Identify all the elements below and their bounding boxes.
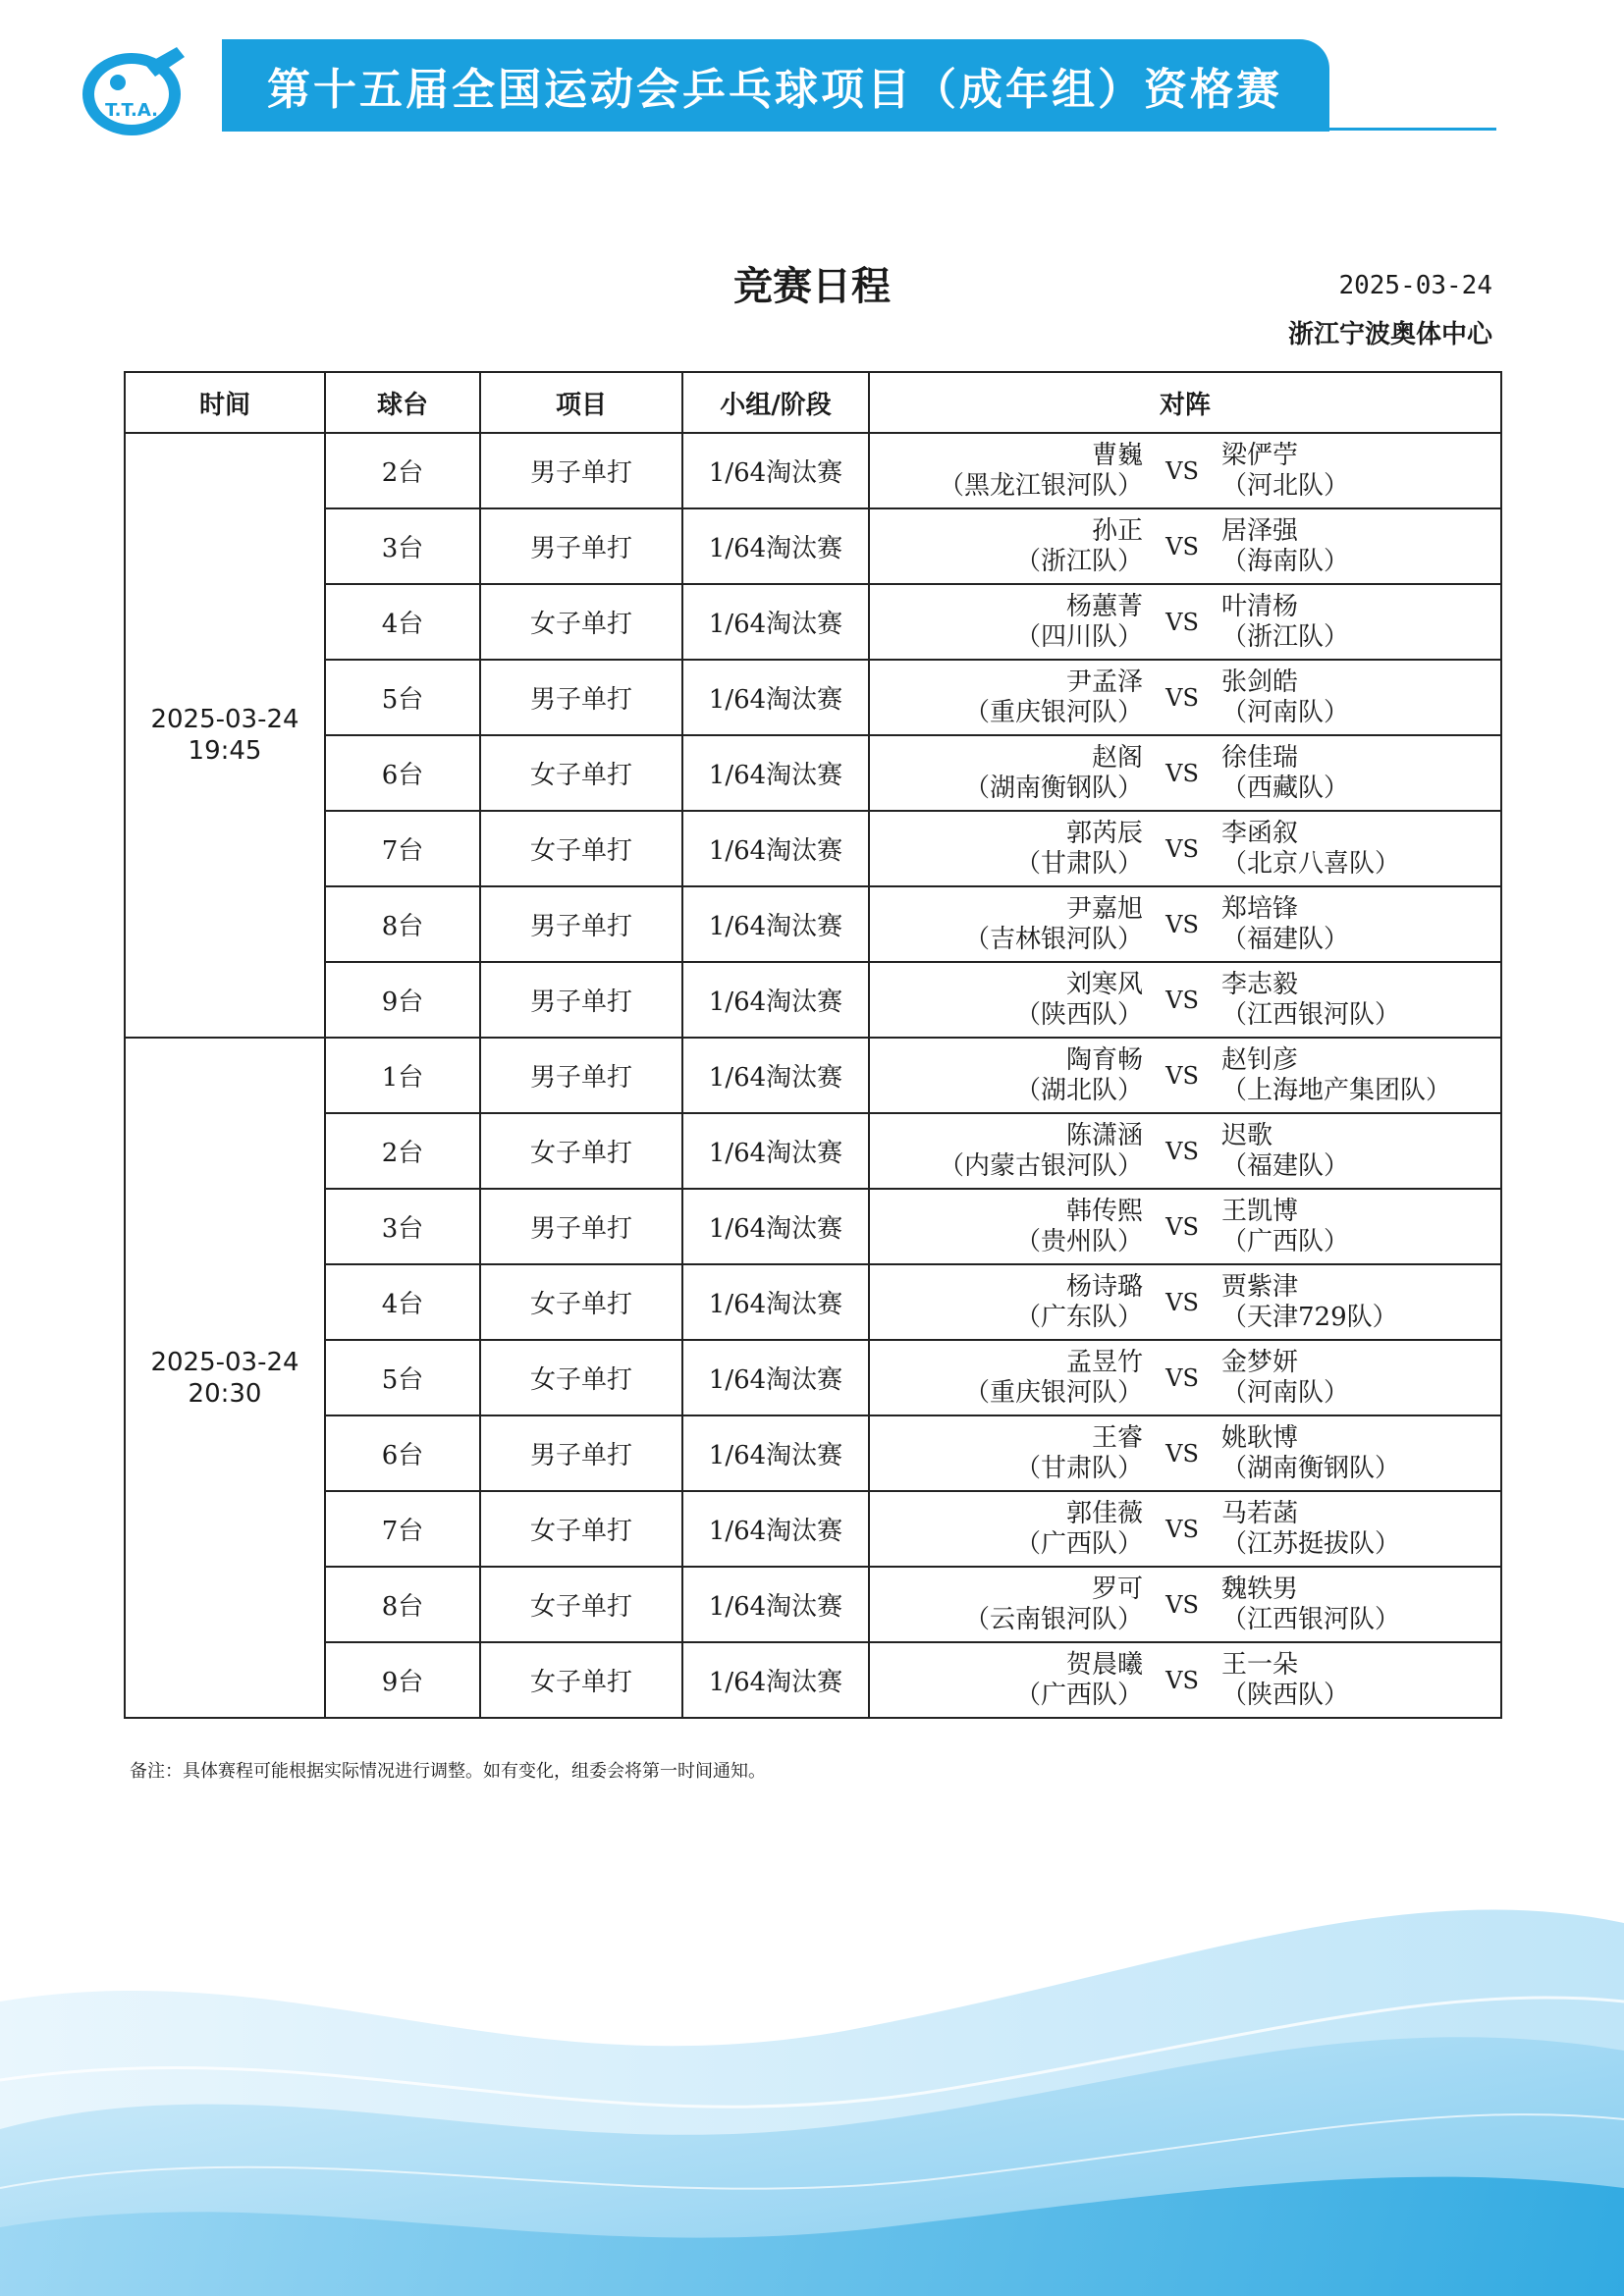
table-row — [125, 962, 1501, 1038]
player-a — [870, 1348, 1143, 1409]
player-a-team: （内蒙古银河队） — [938, 1150, 1143, 1181]
event-cell: 男子单打 — [480, 962, 682, 1038]
event-cell: 女子单打 — [480, 584, 682, 660]
player-a-name: 曹巍 — [1091, 440, 1143, 470]
stage-cell: 1/64淘汰赛 — [682, 1189, 869, 1264]
player-a-team: （湖南衡钢队） — [963, 773, 1143, 803]
matchup-cell — [869, 811, 1501, 886]
block-date: 2025-03-24 — [150, 705, 299, 734]
logo-text: T.T.A. — [105, 100, 158, 121]
player-a-team: （贵州队） — [1014, 1226, 1143, 1256]
table-number-cell: 9台 — [325, 1642, 480, 1718]
schedule-table — [124, 371, 1502, 1719]
banner-title: 第十五届全国运动会乒乓球项目（成年组）资格赛 — [267, 65, 1282, 115]
player-a-team: （甘肃队） — [1014, 1453, 1143, 1483]
header-matchup: 对阵 — [869, 372, 1501, 433]
player-b — [1221, 819, 1500, 880]
player-a — [870, 1197, 1143, 1257]
player-a-team: （吉林银河队） — [963, 924, 1143, 954]
vs-label: VS — [1165, 986, 1199, 1014]
player-b — [1221, 667, 1500, 728]
table-number-cell: 6台 — [325, 1415, 480, 1491]
stage-cell: 1/64淘汰赛 — [682, 660, 869, 735]
player-b — [1221, 516, 1500, 577]
player-b-name: 魏轶男 — [1221, 1574, 1299, 1604]
event-cell: 女子单打 — [480, 1113, 682, 1189]
player-b-name: 李志毅 — [1221, 969, 1299, 999]
vs-label: VS — [1165, 1363, 1199, 1392]
player-b-team: （福建队） — [1221, 1150, 1350, 1181]
matchup-cell — [869, 1340, 1501, 1415]
matchup-cell — [869, 1642, 1501, 1718]
table-row — [125, 660, 1501, 735]
table-row — [125, 1491, 1501, 1567]
stage-cell: 1/64淘汰赛 — [682, 1113, 869, 1189]
player-a-name: 杨诗璐 — [1065, 1271, 1143, 1302]
player-b-name: 梁俨苧 — [1221, 440, 1299, 470]
player-b-name: 张剑皓 — [1221, 667, 1299, 697]
event-cell: 女子单打 — [480, 811, 682, 886]
event-cell: 男子单打 — [480, 508, 682, 584]
table-number-cell: 3台 — [325, 508, 480, 584]
player-a — [870, 1423, 1143, 1484]
header-event: 项目 — [480, 372, 682, 433]
player-a-team: （湖北队） — [1014, 1075, 1143, 1105]
table-row — [125, 1567, 1501, 1642]
player-b-name: 金梦妍 — [1221, 1347, 1299, 1377]
event-cell: 女子单打 — [480, 1642, 682, 1718]
table-number-cell: 4台 — [325, 1264, 480, 1340]
player-b-team: （河南队） — [1221, 697, 1350, 727]
player-a — [870, 516, 1143, 577]
table-number-cell: 8台 — [325, 886, 480, 962]
player-b-name: 赵钊彦 — [1221, 1044, 1299, 1075]
event-cell: 女子单打 — [480, 1567, 682, 1642]
player-b-team: （北京八喜队） — [1221, 848, 1401, 879]
event-cell: 女子单打 — [480, 1340, 682, 1415]
vs-label: VS — [1165, 910, 1199, 938]
stage-cell: 1/64淘汰赛 — [682, 1038, 869, 1113]
player-a — [870, 743, 1143, 804]
player-a — [870, 894, 1143, 955]
matchup-cell — [869, 433, 1501, 508]
event-cell: 女子单打 — [480, 735, 682, 811]
vs-label: VS — [1165, 532, 1199, 561]
stage-cell: 1/64淘汰赛 — [682, 886, 869, 962]
player-a-name: 郭芮辰 — [1065, 818, 1143, 848]
player-a-name: 杨蕙菁 — [1065, 591, 1143, 621]
player-b-team: （河南队） — [1221, 1377, 1350, 1408]
vs-label: VS — [1165, 456, 1199, 485]
title-banner — [222, 39, 1329, 132]
player-b — [1221, 1575, 1500, 1635]
stage-cell: 1/64淘汰赛 — [682, 1491, 869, 1567]
vs-label: VS — [1165, 608, 1199, 636]
event-cell: 男子单打 — [480, 1038, 682, 1113]
matchup-cell — [869, 1491, 1501, 1567]
matchup-cell — [869, 886, 1501, 962]
player-b-team: （江西银河队） — [1221, 1604, 1401, 1634]
player-a-name: 陈潇涵 — [1065, 1120, 1143, 1150]
table-number-cell: 8台 — [325, 1567, 480, 1642]
banner-rule — [222, 128, 1496, 131]
vs-label: VS — [1165, 1666, 1199, 1694]
table-number-cell: 7台 — [325, 1491, 480, 1567]
player-a — [870, 667, 1143, 728]
player-b — [1221, 1272, 1500, 1333]
player-a-name: 孟昱竹 — [1065, 1347, 1143, 1377]
player-a — [870, 970, 1143, 1031]
stage-cell: 1/64淘汰赛 — [682, 1415, 869, 1491]
table-row — [125, 1038, 1501, 1113]
event-cell: 女子单打 — [480, 1491, 682, 1567]
matchup-cell — [869, 1567, 1501, 1642]
player-b-name: 贾紫津 — [1221, 1271, 1299, 1302]
player-a — [870, 592, 1143, 653]
block-time: 19:45 — [188, 736, 262, 766]
player-b — [1221, 1423, 1500, 1484]
table-number-cell: 7台 — [325, 811, 480, 886]
player-b-team: （广西队） — [1221, 1226, 1350, 1256]
header-time: 时间 — [125, 372, 325, 433]
matchup-cell — [869, 1038, 1501, 1113]
table-row — [125, 1113, 1501, 1189]
player-b-team: （上海地产集团队） — [1221, 1075, 1452, 1105]
table-number-cell: 4台 — [325, 584, 480, 660]
player-a-name: 王睿 — [1091, 1422, 1143, 1453]
player-b-team: （西藏队） — [1221, 773, 1350, 803]
stage-cell: 1/64淘汰赛 — [682, 811, 869, 886]
player-b-name: 徐佳瑞 — [1221, 742, 1299, 773]
vs-label: VS — [1165, 683, 1199, 712]
player-b — [1221, 1348, 1500, 1409]
stage-cell: 1/64淘汰赛 — [682, 508, 869, 584]
player-a-team: （广西队） — [1014, 1528, 1143, 1559]
block-time: 20:30 — [188, 1378, 262, 1409]
time-cell — [125, 1038, 325, 1718]
event-cell: 男子单打 — [480, 886, 682, 962]
player-b-team: （浙江队） — [1221, 621, 1350, 652]
player-a-name: 郭佳薇 — [1065, 1498, 1143, 1528]
player-a — [870, 1650, 1143, 1711]
footnote: 备注：具体赛程可能根据实际情况进行调整。如有变化，组委会将第一时间通知。 — [130, 1761, 766, 1782]
table-number-cell: 1台 — [325, 1038, 480, 1113]
player-a — [870, 819, 1143, 880]
matchup-cell — [869, 1113, 1501, 1189]
block-date: 2025-03-24 — [150, 1347, 299, 1377]
player-b — [1221, 970, 1500, 1031]
table-row — [125, 508, 1501, 584]
player-a-team: （云南银河队） — [963, 1604, 1143, 1634]
player-a-name: 贺晨曦 — [1065, 1649, 1143, 1680]
tta-logo — [79, 43, 189, 139]
player-b-name: 迟歌 — [1221, 1120, 1273, 1150]
player-a-name: 尹孟泽 — [1065, 667, 1143, 697]
header-table: 球台 — [325, 372, 480, 433]
header-stage: 小组/阶段 — [682, 372, 869, 433]
player-b — [1221, 1197, 1500, 1257]
vs-label: VS — [1165, 1515, 1199, 1543]
player-a-name: 尹嘉旭 — [1065, 893, 1143, 924]
vs-label: VS — [1165, 1439, 1199, 1468]
table-row — [125, 1415, 1501, 1491]
player-b-name: 居泽强 — [1221, 515, 1299, 546]
player-a-name: 陶育畅 — [1065, 1044, 1143, 1075]
table-number-cell: 2台 — [325, 433, 480, 508]
player-a — [870, 441, 1143, 502]
table-header-row — [125, 372, 1501, 433]
vs-label: VS — [1165, 1288, 1199, 1316]
player-b — [1221, 743, 1500, 804]
vs-label: VS — [1165, 1590, 1199, 1619]
player-a-team: （四川队） — [1014, 621, 1143, 652]
stage-cell: 1/64淘汰赛 — [682, 584, 869, 660]
table-row — [125, 584, 1501, 660]
player-a-team: （陕西队） — [1014, 999, 1143, 1030]
player-b-team: （海南队） — [1221, 546, 1350, 576]
player-a — [870, 1045, 1143, 1106]
stage-cell: 1/64淘汰赛 — [682, 1567, 869, 1642]
table-row — [125, 1340, 1501, 1415]
player-b-team: （天津729队） — [1221, 1302, 1398, 1332]
stage-cell: 1/64淘汰赛 — [682, 1264, 869, 1340]
document-venue: 浙江宁波奥体中心 — [1287, 320, 1492, 349]
player-b — [1221, 441, 1500, 502]
player-a-team: （重庆银河队） — [963, 1377, 1143, 1408]
matchup-cell — [869, 962, 1501, 1038]
table-row — [125, 1642, 1501, 1718]
player-b-name: 姚耿博 — [1221, 1422, 1299, 1453]
table-number-cell: 5台 — [325, 660, 480, 735]
matchup-cell — [869, 735, 1501, 811]
player-a-name: 罗可 — [1091, 1574, 1143, 1604]
matchup-cell — [869, 508, 1501, 584]
player-a-name: 韩传熙 — [1065, 1196, 1143, 1226]
stage-cell: 1/64淘汰赛 — [682, 735, 869, 811]
player-b-team: （河北队） — [1221, 470, 1350, 501]
player-a — [870, 1272, 1143, 1333]
player-b-team: （湖南衡钢队） — [1221, 1453, 1401, 1483]
document-date: 2025-03-24 — [1338, 271, 1492, 300]
player-b-team: （江西银河队） — [1221, 999, 1401, 1030]
vs-label: VS — [1165, 1061, 1199, 1090]
table-number-cell: 6台 — [325, 735, 480, 811]
stage-cell: 1/64淘汰赛 — [682, 433, 869, 508]
time-cell — [125, 433, 325, 1038]
player-b-team: （福建队） — [1221, 924, 1350, 954]
matchup-cell — [869, 1415, 1501, 1491]
table-row — [125, 433, 1501, 508]
table-row — [125, 735, 1501, 811]
table-row — [125, 1264, 1501, 1340]
player-b — [1221, 1045, 1500, 1106]
player-b-name: 叶清杨 — [1221, 591, 1299, 621]
matchup-cell — [869, 584, 1501, 660]
player-a-team: （广东队） — [1014, 1302, 1143, 1332]
table-number-cell: 5台 — [325, 1340, 480, 1415]
player-b-team: （江苏挺拔队） — [1221, 1528, 1401, 1559]
event-cell: 男子单打 — [480, 1415, 682, 1491]
player-b-name: 王一朵 — [1221, 1649, 1299, 1680]
player-b-name: 王凯博 — [1221, 1196, 1299, 1226]
event-cell: 男子单打 — [480, 1189, 682, 1264]
player-b — [1221, 1650, 1500, 1711]
table-row — [125, 1189, 1501, 1264]
player-a-name: 孙正 — [1091, 515, 1143, 546]
decorative-waves — [0, 1835, 1624, 2296]
table-row — [125, 886, 1501, 962]
vs-label: VS — [1165, 1137, 1199, 1165]
stage-cell: 1/64淘汰赛 — [682, 962, 869, 1038]
player-b-name: 马若菡 — [1221, 1498, 1299, 1528]
event-cell: 男子单打 — [480, 660, 682, 735]
player-a-team: （甘肃队） — [1014, 848, 1143, 879]
player-b — [1221, 592, 1500, 653]
vs-label: VS — [1165, 834, 1199, 863]
player-a — [870, 1575, 1143, 1635]
document-title: 竞赛日程 — [733, 264, 891, 309]
player-a-team: （广西队） — [1014, 1680, 1143, 1710]
player-b — [1221, 894, 1500, 955]
player-b-name: 李函叙 — [1221, 818, 1299, 848]
player-b — [1221, 1499, 1500, 1560]
player-a-team: （重庆银河队） — [963, 697, 1143, 727]
player-a-name: 赵阁 — [1091, 742, 1143, 773]
vs-label: VS — [1165, 1212, 1199, 1241]
table-number-cell: 9台 — [325, 962, 480, 1038]
player-b — [1221, 1121, 1500, 1182]
matchup-cell — [869, 660, 1501, 735]
table-row — [125, 811, 1501, 886]
event-cell: 女子单打 — [480, 1264, 682, 1340]
player-a-team: （浙江队） — [1014, 546, 1143, 576]
stage-cell: 1/64淘汰赛 — [682, 1642, 869, 1718]
table-number-cell: 3台 — [325, 1189, 480, 1264]
player-a-team: （黑龙江银河队） — [938, 470, 1143, 501]
player-b-name: 郑培锋 — [1221, 893, 1299, 924]
vs-label: VS — [1165, 759, 1199, 787]
table-number-cell: 2台 — [325, 1113, 480, 1189]
player-a — [870, 1121, 1143, 1182]
matchup-cell — [869, 1264, 1501, 1340]
player-b-team: （陕西队） — [1221, 1680, 1350, 1710]
matchup-cell — [869, 1189, 1501, 1264]
schedule-body — [125, 433, 1501, 1718]
event-cell: 男子单打 — [480, 433, 682, 508]
player-a-name: 刘寒风 — [1065, 969, 1143, 999]
player-a — [870, 1499, 1143, 1560]
stage-cell: 1/64淘汰赛 — [682, 1340, 869, 1415]
